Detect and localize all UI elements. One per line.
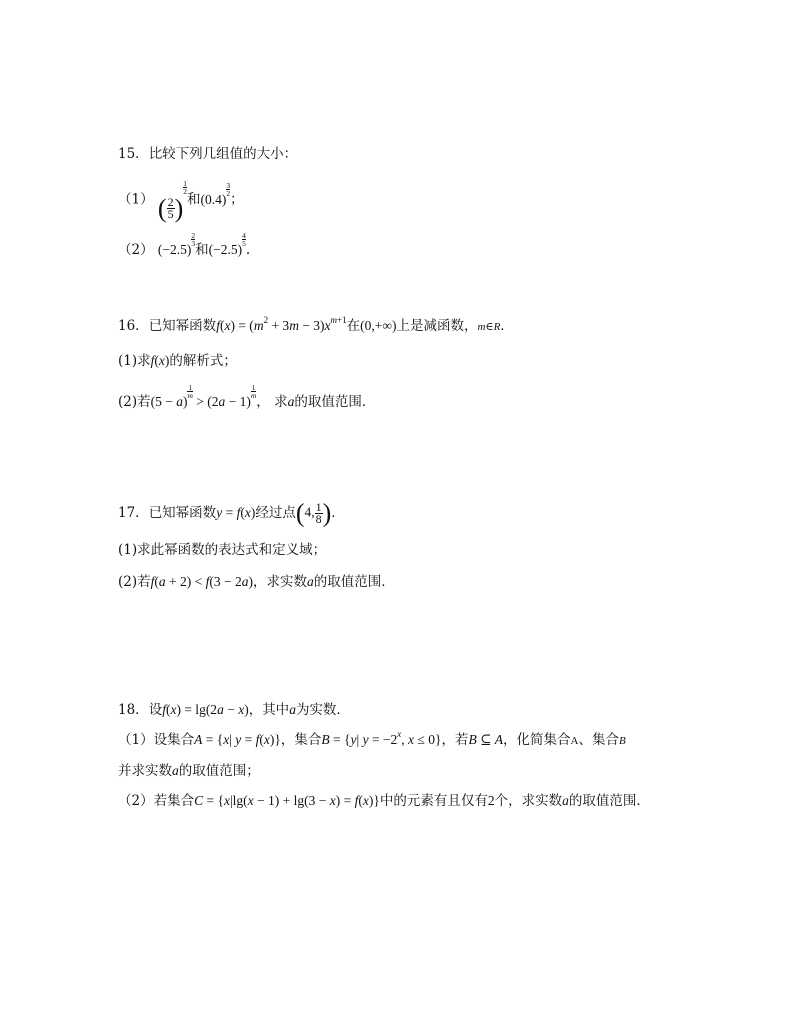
punct: . (245, 242, 251, 258)
problem-17-part-1 (118, 540, 326, 560)
math-set-c: C = {x|lg(x − 1) + lg(3 − x) = f(x)} (194, 793, 380, 808)
math-expr: (0.4) $\frac{3}{2}$ (200, 180, 231, 207)
math-expr: (−2.5) $\frac{4}{5}$ (208, 231, 246, 257)
problem-16-part-2 (118, 384, 375, 412)
math-condition: m∈R (477, 321, 501, 333)
problem-text: 的解析式； (169, 353, 237, 369)
problem-17-part-2 (118, 572, 395, 592)
problem-text: ， 求 (256, 394, 288, 410)
math-var: a (562, 793, 569, 808)
part-label: (2) (118, 394, 138, 410)
problem-text: 经过点 (255, 505, 296, 521)
punct: ． (331, 505, 345, 521)
problem-text: ，求实数 (253, 574, 307, 590)
problem-17-stem (118, 498, 345, 528)
problem-16-part-1 (118, 351, 237, 371)
problem-text: 若集合 (153, 793, 195, 809)
part-label: （2） (118, 242, 154, 258)
problem-15-part-2 (118, 232, 250, 260)
problem-text: 若 (137, 574, 151, 590)
math-set-b: B = {y| $y = -2^x$, x ≤ 0} (321, 729, 442, 747)
problem-text: 求 (137, 353, 151, 369)
problem-number: 16． (118, 318, 149, 334)
problem-text: 在 (346, 318, 361, 334)
problem-text: ，若 (441, 732, 469, 748)
math-number: 2 (487, 793, 495, 808)
math-var: a (307, 574, 314, 589)
problem-number: 15． (118, 146, 149, 162)
math-set-a: A = {x| y = f(x)} (194, 732, 281, 747)
math-var: a (287, 394, 295, 409)
conjunction: 和 (195, 242, 209, 258)
part-label: (2) (118, 574, 138, 590)
problem-text: 上是减函数， (396, 318, 478, 334)
part-label: (1) (118, 353, 138, 369)
problem-text: 比较下列几组值的大小： (148, 146, 298, 162)
math-expr: f(x) (150, 353, 170, 368)
problem-text: 的取值范围． (294, 394, 376, 410)
problem-18-part-2 (118, 791, 650, 811)
math-interval: (0,+∞) (360, 318, 397, 333)
problem-18-stem (118, 700, 350, 720)
problem-text: 设 (148, 702, 163, 718)
math-expr: ( $\frac{2}{5}$ ) $\frac{1}{2}$ (157, 179, 187, 223)
math-expr: (−2.5) $\frac{2}{3}$ (157, 231, 196, 257)
conjunction: 和 (186, 191, 201, 208)
math-var: A (570, 735, 579, 747)
problem-text: 为实数． (295, 702, 350, 718)
problem-text: 已知幂函数 (148, 505, 217, 521)
problem-text: 已知幂函数 (148, 318, 217, 334)
math-var: a (289, 702, 296, 717)
problem-text: 的取值范围． (313, 574, 395, 590)
problem-text: 的取值范围． (568, 793, 650, 809)
part-label: （1） (118, 732, 154, 748)
problem-text: 中的元素有且仅有 (379, 793, 488, 809)
math-expr: f(a + 2) < f(3 − 2a) (150, 574, 253, 589)
math-expr: $f(x) = (m^2 + 3m - 3)x^{m+1}$ (216, 315, 347, 333)
part-label: （1） (118, 191, 154, 208)
problem-text: 的取值范围； (178, 763, 260, 779)
math-expr: f(x) = lg(2a − x) (162, 702, 249, 717)
problem-15-stem (118, 144, 297, 164)
problem-text: 并求实数 (118, 763, 172, 779)
problem-text: 、集合 (578, 732, 619, 748)
math-expr: (5 − a) $\frac{1}{m}$ > (2a − 1) $\frac{1}{m}$ (150, 383, 257, 409)
part-label: (1) (118, 542, 138, 558)
problem-text: 设集合 (153, 732, 195, 748)
problem-text: ，其中 (248, 702, 290, 718)
math-point: (4, $\frac{1}{8}$ ) (295, 498, 332, 528)
punct: ； (230, 191, 244, 208)
punct: ． (500, 318, 514, 334)
problem-text: ，集合 (280, 732, 322, 748)
math-expr: y = f(x) (216, 505, 256, 520)
problem-15-part-1 (118, 179, 244, 223)
problem-text: 个，求实数 (494, 793, 563, 809)
problem-text: ，化简集合 (503, 732, 571, 748)
problem-18-part-1-cont (118, 761, 260, 781)
problem-18-part-1 (118, 730, 626, 751)
problem-text: 求此幂函数的表达式和定义域； (137, 542, 327, 558)
problem-16-stem (118, 316, 514, 337)
part-label: （2） (118, 793, 154, 809)
math-var: a (172, 763, 179, 778)
problem-number: 18． (118, 702, 149, 718)
math-var: B (618, 735, 626, 747)
math-condition: B ⊆ A (468, 732, 503, 747)
problem-number: 17． (118, 505, 149, 521)
problem-text: 若 (137, 394, 151, 410)
